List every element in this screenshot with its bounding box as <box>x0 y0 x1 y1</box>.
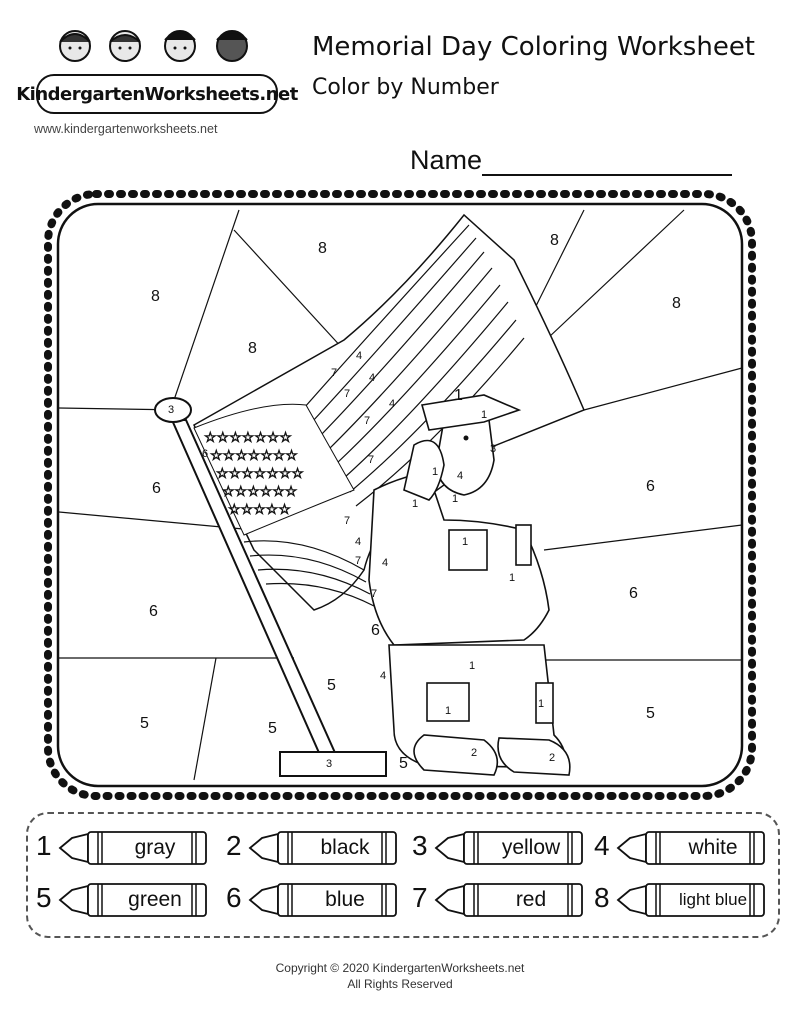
region-number-6: 6 <box>646 478 655 495</box>
region-number-6: 6 <box>202 448 209 460</box>
region-number-8: 8 <box>318 240 327 257</box>
legend-item <box>226 880 396 920</box>
svg-text:☆☆☆☆☆: ☆☆☆☆☆ <box>228 502 291 518</box>
region-number-7: 7 <box>368 454 375 466</box>
legend-item <box>594 828 764 868</box>
legend-color: black <box>320 836 370 859</box>
region-number-4: 4 <box>382 557 389 569</box>
region-number-1: 1 <box>462 536 469 548</box>
legend-color: green <box>128 888 182 911</box>
legend-item <box>412 828 582 868</box>
region-number-8: 8 <box>550 232 559 249</box>
region-number-3: 3 <box>490 443 497 455</box>
copyright-text: Copyright © 2020 KindergartenWorksheets.net <box>275 961 525 975</box>
legend-item <box>412 880 582 920</box>
region-number-7: 7 <box>364 415 371 427</box>
legend-item <box>36 880 206 920</box>
region-number-7: 7 <box>344 515 351 527</box>
name-underline[interactable] <box>482 146 732 176</box>
legend-number: 2 <box>226 830 242 861</box>
region-number-4: 4 <box>355 536 362 548</box>
legend-number: 6 <box>226 882 242 913</box>
region-number-5: 5 <box>140 715 149 732</box>
legend-color: red <box>515 888 547 911</box>
region-number-4: 4 <box>389 398 396 410</box>
legend-number: 4 <box>594 830 610 861</box>
kids-faces-icon <box>40 22 270 72</box>
region-number-7: 7 <box>355 555 362 567</box>
legend-color: yellow <box>501 836 561 859</box>
region-number-8: 8 <box>151 288 160 305</box>
region-number-1: 1 <box>538 698 545 710</box>
name-label: Name <box>410 145 483 175</box>
name-field[interactable] <box>410 145 732 176</box>
region-number-2: 2 <box>549 752 556 764</box>
logo-banner: KindergartenWorksheets.net <box>36 74 278 114</box>
legend-item <box>36 828 206 868</box>
region-number-8: 8 <box>248 340 257 357</box>
legend-color: blue <box>325 888 365 911</box>
svg-text:☆☆☆☆☆☆☆: ☆☆☆☆☆☆☆ <box>204 430 292 446</box>
region-number-5: 5 <box>399 755 408 772</box>
region-number-1: 1 <box>509 572 516 584</box>
region-number-6: 6 <box>149 603 158 620</box>
region-number-1: 1 <box>432 466 439 478</box>
region-number-7: 7 <box>371 588 378 600</box>
region-number-7: 7 <box>331 367 338 379</box>
region-number-5: 5 <box>646 705 655 722</box>
legend-number: 3 <box>412 830 428 861</box>
legend-color: white <box>688 836 738 859</box>
legend-number: 7 <box>412 882 428 913</box>
legend-color: gray <box>134 836 176 859</box>
legend-number: 5 <box>36 882 52 913</box>
legend-number: 8 <box>594 882 610 913</box>
svg-text:☆☆☆☆☆☆: ☆☆☆☆☆☆ <box>222 484 298 500</box>
region-number-6: 6 <box>371 622 380 639</box>
region-number-7: 7 <box>344 388 351 400</box>
region-number-1: 1 <box>412 498 419 510</box>
region-number-6: 6 <box>152 480 161 497</box>
region-number-6: 6 <box>629 585 638 602</box>
region-number-1: 1 <box>445 705 452 717</box>
svg-text:☆☆☆☆☆☆☆: ☆☆☆☆☆☆☆ <box>216 466 304 482</box>
svg-text:☆☆☆☆☆☆☆: ☆☆☆☆☆☆☆ <box>210 448 298 464</box>
legend-color: light blue <box>678 890 748 909</box>
region-number-8: 8 <box>672 295 681 312</box>
footer <box>0 960 800 992</box>
site-url[interactable]: www.kindergartenworksheets.net <box>34 122 218 136</box>
region-number-4: 4 <box>369 372 376 384</box>
legend-number: 1 <box>36 830 52 861</box>
page-subtitle: Color by Number <box>312 75 499 100</box>
coloring-picture <box>44 190 756 800</box>
rights-text: All Rights Reserved <box>347 977 453 991</box>
legend-item <box>226 828 396 868</box>
region-number-1: 1 <box>469 660 476 672</box>
site-logo <box>16 22 298 142</box>
region-number-3: 3 <box>168 404 175 416</box>
legend-item <box>594 880 764 920</box>
region-number-5: 5 <box>268 720 277 737</box>
region-number-2: 2 <box>471 747 478 759</box>
region-number-3: 3 <box>326 758 333 770</box>
region-number-1: 1 <box>452 493 459 505</box>
region-number-4: 4 <box>356 350 363 362</box>
color-legend <box>26 812 780 938</box>
region-number-4: 4 <box>380 670 387 682</box>
page-title: Memorial Day Coloring Worksheet <box>312 32 756 62</box>
region-number-4: 4 <box>457 470 464 482</box>
region-number-5: 5 <box>327 677 336 694</box>
region-number-1: 1 <box>481 409 488 421</box>
region-number-1: 1 <box>454 387 463 404</box>
